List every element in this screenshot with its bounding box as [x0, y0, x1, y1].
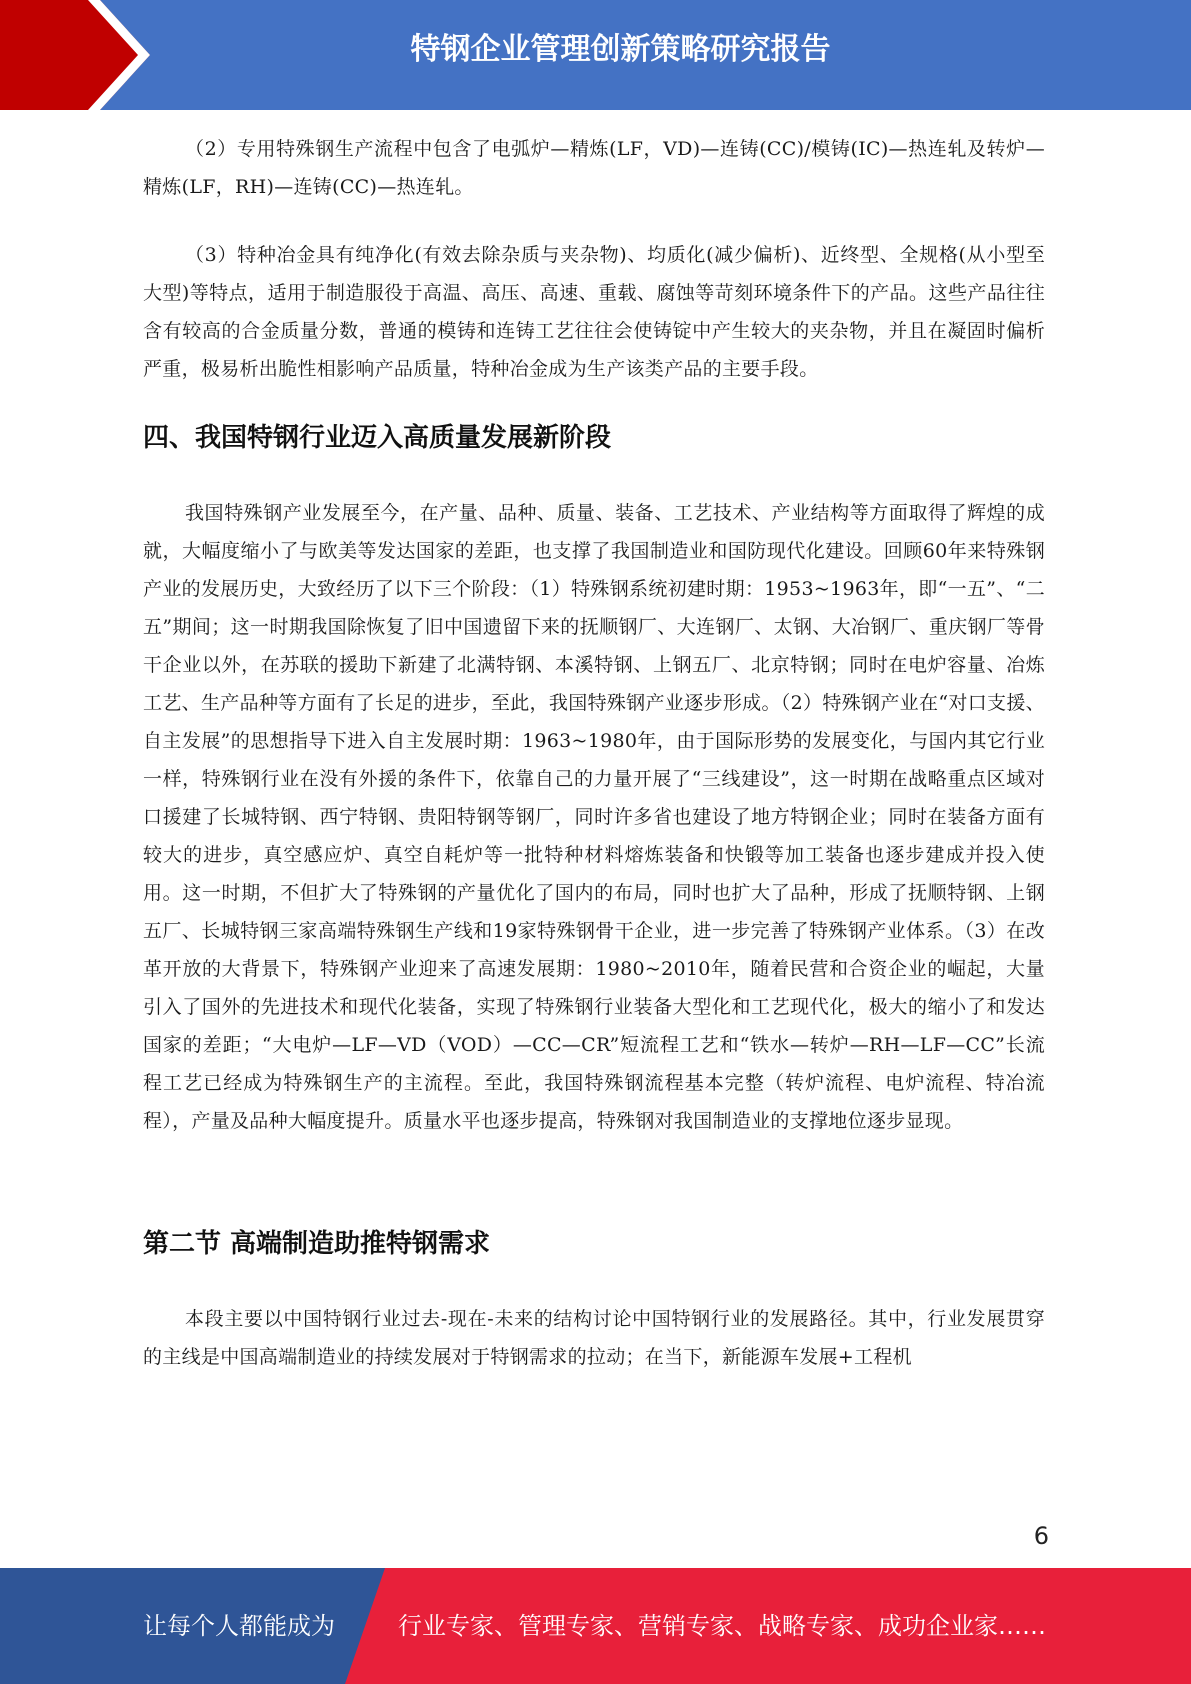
paragraph-industry-history: 我国特殊钢产业发展至今，在产量、品种、质量、装备、工艺技术、产业结构等方面取得了辉煌的成就，大幅度缩小了与欧美等发达国家的差距，也支撑了我国制造业和国防现代化建设。回顾60年来特殊钢产业的发展历史，大致经历了以下三个阶段：（1）特殊钢系统初建时期：1953~1963年，即“一五”、“二五”期间；这一时期我国除恢复了旧中国遗留下来的抚顺钢厂、大连钢厂、太钢、大冶钢厂、重庆钢厂等骨干企业以外，在苏联的援助下新建了北满特钢、本溪特钢、上钢五厂、北京特钢；同时在电炉容量、冶炼工艺、生产品种等方面有了长足的进步，至此，我国特殊钢产业逐步形成。（2）特殊钢产业在“对口支援、自主发展”的思想指导下进入自主发展时期：1963~1980年，由于国际形势的发展变化，与国内其它行业一样，特殊钢行业在没有外援的条件下，依靠自己的力量开展了“三线建设”，这一时期在战略重点区域对口援建了长城特钢、西宁特钢、贵阳特钢等钢厂，同时许多省也建设了地方特钢企业；同时在装备方面有较大的进步，真空感应炉、真空自耗炉等一批特种材料熔炼装备和快锻等加工装备也逐步建成并投入使用。这一时期，不但扩大了特殊钢的产量优化了国内的布局，同时也扩大了品种，形成了抚顺特钢、上钢五厂、长城特钢三家高端特殊钢生产线和19家特殊钢骨干企业，进一步完善了特殊钢产业体系。（3）在改革开放的大背景下，特殊钢产业迎来了高速发展期：1980~2010年，随着民营和合资企业的崛起，大量引入了国外的先进技术和现代化装备，实现了特殊钢行业装备大型化和工艺现代化，极大的缩小了和发达国家的差距；“大电炉—LF—VD（VOD）—CC—CR”短流程工艺和“铁水—转炉—RH—LF—CC”长流程工艺已经成为特殊钢生产的主流程。至此，我国特殊钢流程基本完整（转炉流程、电炉流程、特冶流程），产量及品种大幅度提升。质量水平也逐步提高，特殊钢对我国制造业的支撑地位逐步显现。 [143, 502, 1045, 1132]
paragraph-development-path: 本段主要以中国特钢行业过去-现在-未来的结构讨论中国特钢行业的发展路径。其中，行业发展贯穿的主线是中国高端制造业的持续发展对于特钢需求的拉动；在当下，新能源车发展+工程机 [143, 1308, 1045, 1368]
spacer [143, 1140, 1045, 1224]
spacer [143, 1264, 1045, 1300]
page-number: 6 [1033, 1522, 1049, 1550]
page-footer [0, 1568, 1191, 1684]
section-heading-high-quality-development: 四、我国特钢行业迈入高质量发展新阶段 [143, 423, 612, 453]
footer-slogan-left: 让每个人都能成为 [143, 1612, 335, 1640]
section-heading-high-end-manufacturing: 第二节 高端制造助推特钢需求 [143, 1229, 491, 1259]
spacer [143, 458, 1045, 494]
paragraph-special-metallurgy: （3）特种冶金具有纯净化(有效去除杂质与夹杂物)、均质化(减少偏析)、近终型、全规格(从小型至大型)等特点，适用于制造服役于高温、高压、高速、重载、腐蚀等苛刻环境条件下的产品。这些产品往往含有较高的合金质量分数，普通的模铸和连铸工艺往往会使铸锭中产生较大的夹杂物，并且在凝固时偏析严重，极易析出脆性相影响产品质量，特种冶金成为生产该类产品的主要手段。 [143, 244, 1045, 380]
page-header [0, 0, 1191, 110]
paragraph-process-flow: （2）专用特殊钢生产流程中包含了电弧炉—精炼(LF，VD)—连铸(CC)/模铸(IC)—热连轧及转炉—精炼(LF，RH)—连铸(CC)—热连轧。 [143, 138, 1045, 198]
report-title: 特钢企业管理创新策略研究报告 [410, 32, 831, 67]
page-content [143, 130, 1045, 1376]
footer-slogan-right: 行业专家、管理专家、营销专家、战略专家、成功企业家…… [398, 1612, 1046, 1640]
spacer [143, 206, 1045, 236]
spacer [143, 388, 1045, 418]
